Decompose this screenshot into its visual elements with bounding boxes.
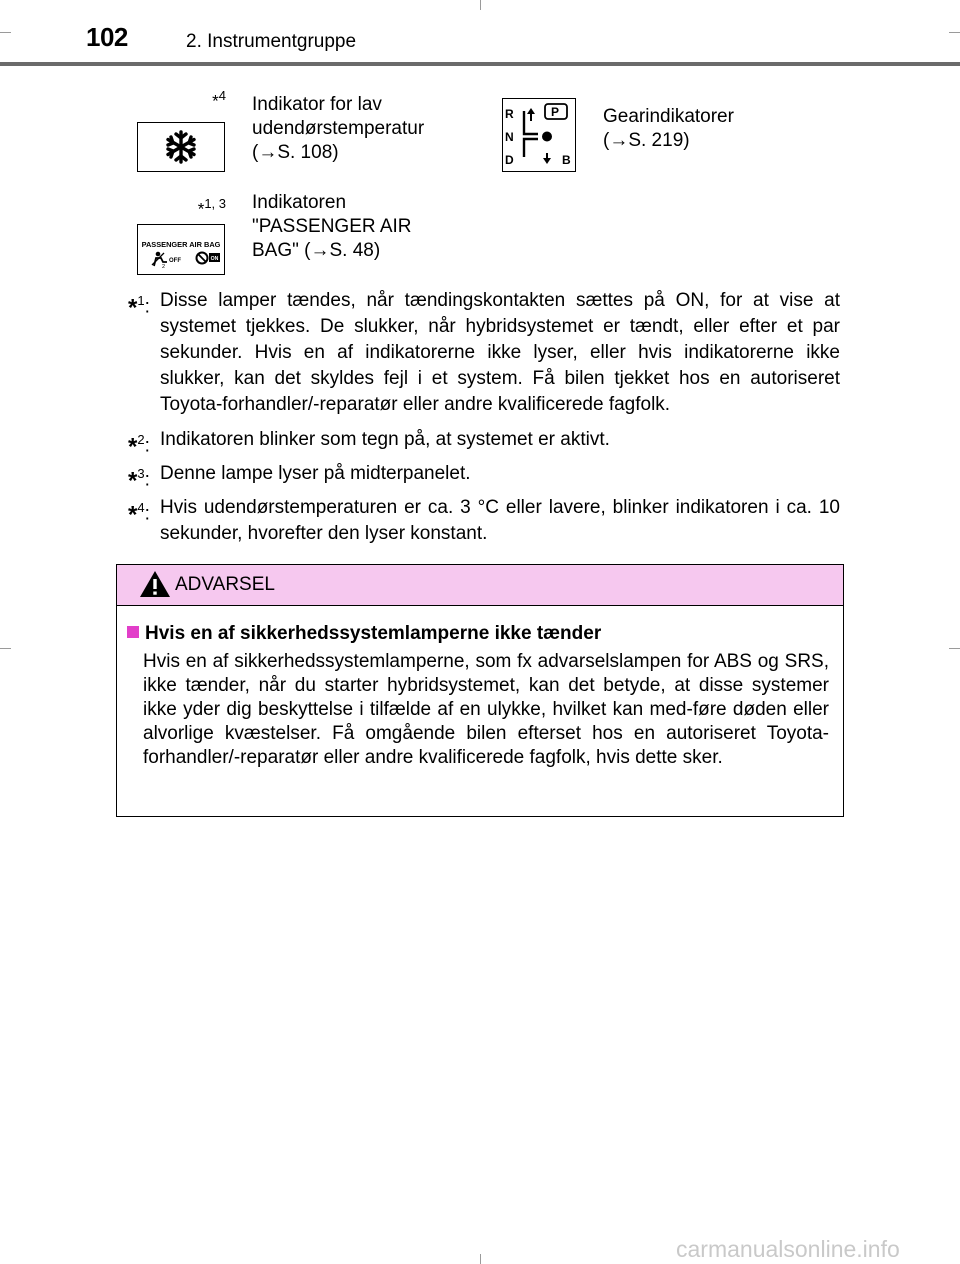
crop-mark — [0, 648, 11, 649]
section-title: 2. Instrumentgruppe — [186, 31, 357, 52]
airbag-occupant-head — [156, 252, 161, 257]
airbag-prohibit-strike — [198, 254, 206, 262]
passenger-airbag-indicator — [137, 224, 225, 275]
footnote-text: Hvis udendørstemperaturen er ca. 3 °C eller lavere, blinker indikatoren i ca. 10 sekunder, hvorefter den lyser konstant. — [160, 497, 840, 544]
gear-down-arrow — [543, 158, 551, 164]
indicator-description: Indikatoren "PASSENGER AIR BAG" (→S. 48) — [252, 192, 412, 261]
crop-mark — [949, 648, 960, 649]
footnote — [128, 427, 840, 461]
gear-r-label: R — [505, 107, 514, 121]
gear-up-arrow — [527, 108, 535, 114]
warning-subtitle: Hvis en af sikkerhedssystemlamperne ikke tænder — [127, 623, 601, 645]
footnote-text: Indikatoren blinker som tegn på, at systemet er aktivt. — [160, 429, 610, 450]
header-rule — [0, 62, 960, 66]
gear-position-icon — [503, 99, 575, 171]
page-reference: (→S. 108) — [252, 142, 339, 163]
footnote-text: Denne lampe lyser på midterpanelet. — [160, 463, 471, 484]
crop-mark — [480, 0, 481, 10]
footnote-marker: *$^4$: — [128, 500, 150, 529]
page-reference: (→S. 219) — [603, 130, 690, 151]
airbag-icon-title: PASSENGER AIR BAG — [141, 240, 221, 249]
airbag-off-label: OFF — [169, 258, 181, 264]
gear-indicator — [502, 98, 576, 172]
footnote — [128, 495, 840, 547]
watermark: carmanualsonline.info — [676, 1236, 900, 1262]
footnote-marker: *$^3$: — [128, 466, 150, 495]
gear-path-lower — [524, 139, 538, 157]
gear-n-label: N — [505, 130, 514, 144]
snowflake-icon — [138, 123, 224, 171]
airbag-num-label: 2 — [162, 264, 166, 270]
crop-mark — [949, 32, 960, 33]
footnote-marker: *$^2$: — [128, 432, 150, 461]
indicator-star: *$^4$ — [212, 88, 226, 111]
warning-title: ADVARSEL — [175, 574, 275, 595]
passenger-airbag-icon — [138, 225, 224, 274]
gear-position-dot — [542, 132, 552, 142]
warning-triangle-icon — [139, 569, 171, 599]
indicator-description: Gearindikatorer (→S. 219) — [603, 106, 734, 151]
indicator-star: *$^{1, 3}$ — [197, 196, 226, 219]
bullet-square-icon — [127, 626, 139, 638]
gear-d-label: D — [505, 153, 514, 167]
crop-mark — [0, 32, 11, 33]
footnote-marker: *$^1$: — [128, 293, 150, 322]
snowflake-indicator — [137, 122, 225, 172]
airbag-on-label: ON — [210, 256, 219, 262]
warning-header — [117, 565, 843, 606]
page-number: 102 — [86, 22, 128, 52]
crop-mark — [480, 1254, 481, 1264]
indicator-ref: 1, 3 — [204, 196, 226, 211]
warning-text: Hvis en af sikkerhedssystemlamperne, som fx advarselslampen for ABS og SRS, ikke tænder, når du starter hybridsystemet, kan det betyde, at disse systemer ikke yder dig beskyttelse i tilfælde af en ulykke, hvilket kan med-føre døden eller alvorlige kvæstelser. Få omgående bilen efterset hos en autoriseret Toyota-forhandler/-reparatør eller andre kvalificerede fagfolk, hvis dette sker. — [143, 651, 829, 768]
warning-box — [116, 564, 844, 817]
footnote — [128, 461, 840, 495]
gear-p-label: P — [551, 105, 560, 119]
indicator-description: Indikator for lav udendørstemperatur (→S. 108) — [252, 94, 425, 163]
page-reference: (→S. 48) — [304, 240, 381, 261]
gear-b-label: B — [562, 153, 571, 167]
indicator-ref: 4 — [218, 88, 226, 103]
footnote-text: Disse lamper tændes, når tændingskontakten sættes på ON, for at vise at systemet tjekkes. De slukker, når hybridsystemet er tændt, eller efter et par sekunder. Hvis en af indikatorerne ikke lyser, eller hvis indikatorerne ikke slukker, kan det skyldes fejl i et system. Få bilen tjekket hos en autoriseret Toyota-forhandler/-reparatør eller andre kvalificerede fagfolk. — [160, 290, 840, 415]
footnote — [128, 288, 840, 418]
